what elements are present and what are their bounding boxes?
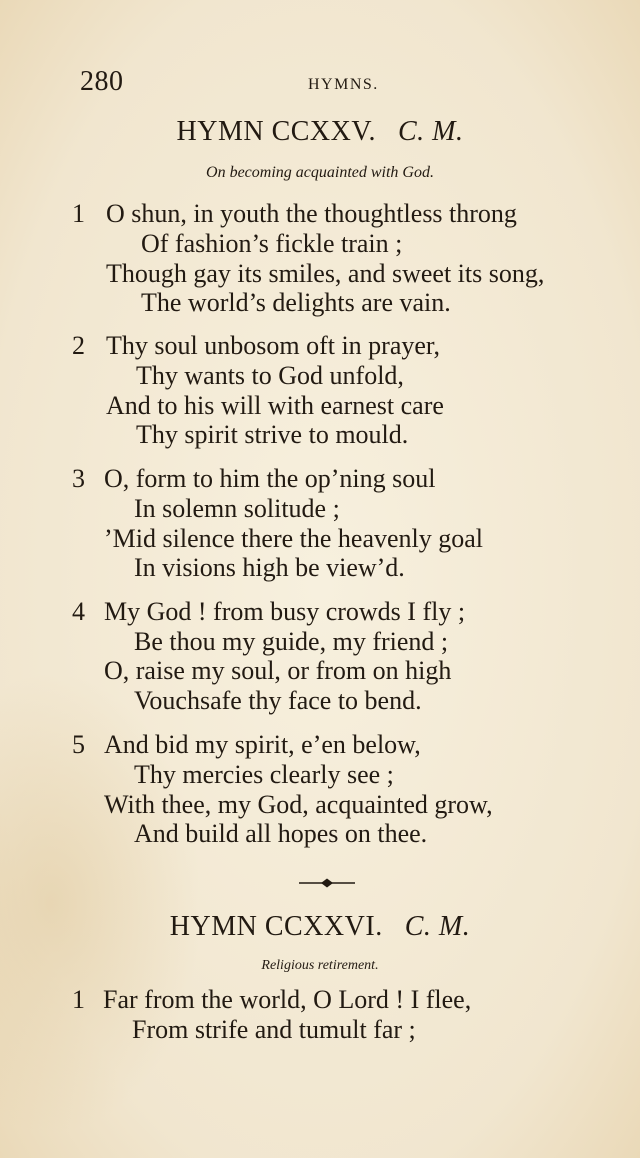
verse-line: Thy spirit strive to mould. <box>136 420 409 449</box>
verse-line: Thy wants to God unfold, <box>136 361 404 390</box>
hymn-meter: C. M. <box>404 911 471 942</box>
hymn-title <box>0 116 640 148</box>
verse-line: With thee, my God, acquainted grow, <box>104 790 493 819</box>
verse-line: And build all hopes on thee. <box>134 819 428 848</box>
verse-line: O, form to him the op’ning soul <box>104 464 436 493</box>
verse-line: Though gay its smiles, and sweet its song, <box>106 259 545 288</box>
verse-number: 1 <box>72 985 85 1014</box>
verse-line: Of fashion’s fickle train ; <box>141 229 403 258</box>
verse-line: From strife and tumult far ; <box>132 1015 416 1044</box>
verse-line: Be thou my guide, my friend ; <box>134 627 449 656</box>
running-title: HYMNS. <box>308 76 379 93</box>
page-number: 280 <box>80 66 124 97</box>
verse-line: Thy soul unbosom oft in prayer, <box>106 331 441 360</box>
verse-number: 2 <box>72 331 85 360</box>
dash-diamond-ornament-icon <box>297 876 357 890</box>
verse-line: O, raise my soul, or from on high <box>104 656 452 685</box>
hymn-subtitle: Religious retirement. <box>261 958 379 973</box>
hymn-subtitle: On becoming acquainted with God. <box>206 164 434 181</box>
verse-line: Vouchsafe thy face to bend. <box>134 686 422 715</box>
verse-line: Thy mercies clearly see ; <box>134 760 394 789</box>
hymn-title <box>0 911 640 943</box>
hymn-number: HYMN CCXXVI. <box>169 911 383 942</box>
verse-line: And to his will with earnest care <box>106 391 444 420</box>
hymn-meter: C. M. <box>397 116 464 147</box>
verse-number: 1 <box>72 199 85 228</box>
verse-line: O shun, in youth the thoughtless throng <box>106 199 517 228</box>
verse-line: And bid my spirit, e’en below, <box>104 730 421 759</box>
verse-line: In visions high be view’d. <box>134 553 405 582</box>
verse-number: 3 <box>72 464 85 493</box>
verse-line: Far from the world, O Lord ! I flee, <box>103 985 472 1014</box>
verse-number: 4 <box>72 597 85 626</box>
verse-line: ’Mid silence there the heavenly goal <box>104 524 484 553</box>
hymn-number: HYMN CCXXV. <box>176 116 376 147</box>
verse-line: My God ! from busy crowds I fly ; <box>104 597 466 626</box>
verse-number: 5 <box>72 730 85 759</box>
verse-line: The world’s delights are vain. <box>141 288 451 317</box>
verse-line: In solemn solitude ; <box>134 494 340 523</box>
